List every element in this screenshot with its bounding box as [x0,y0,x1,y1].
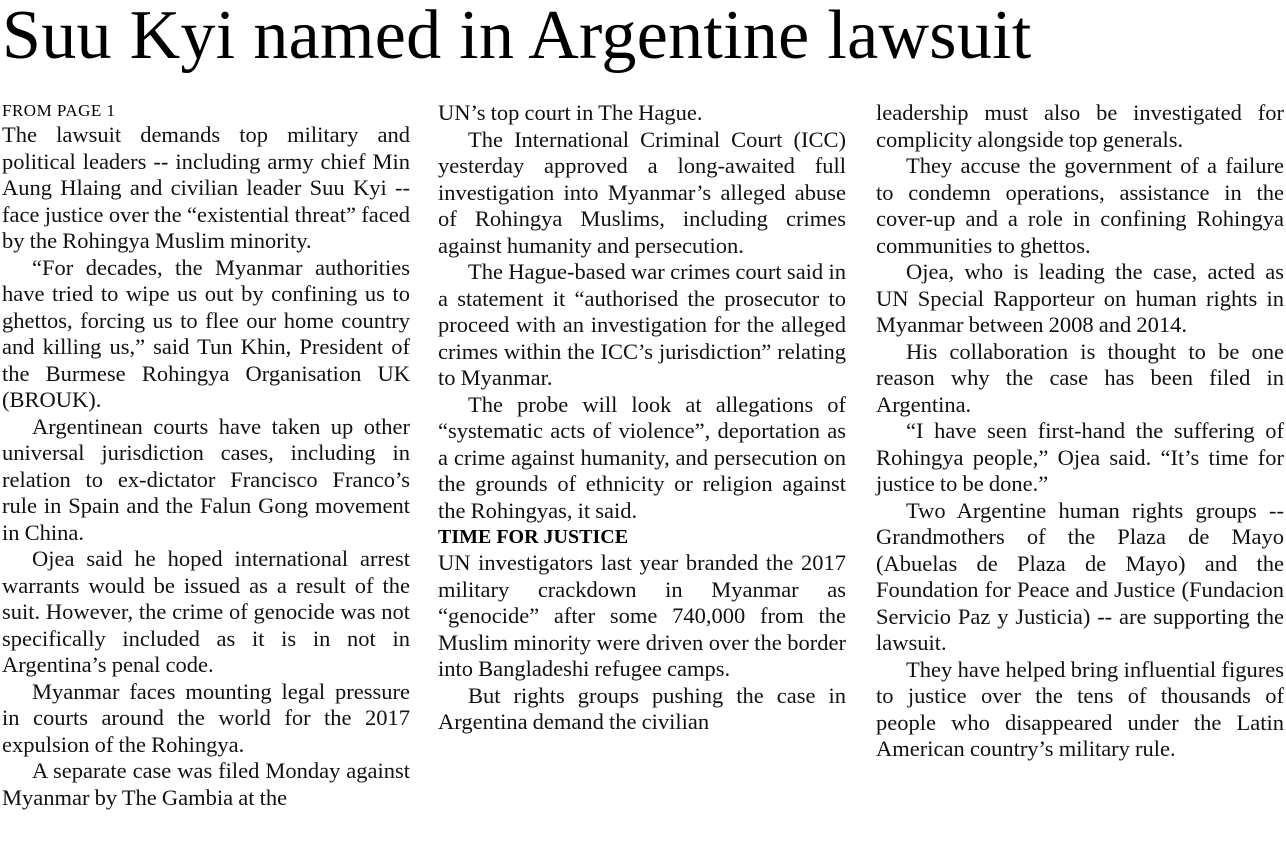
article-paragraph: Ojea, who is leading the case, acted as UN Special Rapporteur on human rights in Myanmar between 2008 and 2014. [876,259,1284,337]
article-paragraph: Ojea said he hoped international arrest warrants would be issued as a result of the suit. However, the crime of genocide was not specifically included as it is in not in Argentina’s penal code. [2,546,410,677]
article-paragraph-continued: leadership must also be investigated for complicity alongside top generals. [876,100,1284,152]
section-subhead: TIME FOR JUSTICE [438,526,629,548]
article-paragraph: The probe will look at allegations of “systematic acts of violence”, deportation as a crime against humanity, and persecution on the grounds of ethnicity or religion against the Rohingyas, it said. [438,391,846,523]
article-paragraph: They accuse the government of a failure to condemn operations, assistance in the cover-up and a role in confining Rohingya communities to ghettos. [876,153,1284,258]
headline: Suu Kyi named in Argentine lawsuit [2,0,1032,74]
article-paragraph: “For decades, the Myanmar authorities have tried to wipe us out by confining us to ghettos, forcing us to flee our home country and killing us,” said Tun Khin, President of the Burmese Rohingya Organisation UK (BROUK). [2,254,410,412]
article-column-1 [2,100,410,811]
article-paragraph: “I have seen first-hand the suffering of Rohingya people,” Ojea said. “It’s time for justice to be done.” [876,418,1284,496]
article-paragraph: The Hague-based war crimes court said in a statement it “authorised the prosecutor to proceed with an investigation for the alleged crimes within the ICC’s jurisdiction” relating to Myanmar. [438,259,846,390]
article-paragraph: UN investigators last year branded the 2017 military crackdown in Myanmar as “genocide” after some 740,000 from the Muslim minority were driven over the border into Bangladeshi refugee camps. [438,550,846,681]
page-jump-label: FROM PAGE 1 [2,101,116,120]
article-paragraph: Two Argentine human rights groups -- Grandmothers of the Plaza de Mayo (Abuelas de Plaza de Mayo) and the Foundation for Peace and Justice (Fundacion Servicio Paz y Justicia) -- are supporting the lawsuit. [876,497,1284,655]
article-paragraph: Argentinean courts have taken up other universal jurisdiction cases, including in relation to ex-dictator Francisco Franco’s rule in Spain and the Falun Gong movement in China. [2,413,410,545]
article-column-2 [438,100,846,736]
article-paragraph: The International Criminal Court (ICC) yesterday approved a long-awaited full investigation into Myanmar’s alleged abuse of Rohingya Muslims, including crimes against humanity and persecution. [438,126,846,258]
article-paragraph: But rights groups pushing the case in Argentina demand the civilian [438,682,846,734]
article-paragraph: A separate case was filed Monday against Myanmar by The Gambia at the [2,758,410,810]
article-column-3 [876,100,1284,763]
article-paragraph: Myanmar faces mounting legal pressure in courts around the world for the 2017 expulsion of the Rohingya. [2,678,410,757]
article-paragraph: His collaboration is thought to be one reason why the case has been filed in Argentina. [876,338,1284,417]
article-paragraph: The lawsuit demands top military and political leaders -- including army chief Min Aung Hlaing and civilian leader Suu Kyi -- face justice over the “existential threat” faced by the Rohingya Muslim minority. [2,122,410,253]
article-paragraph-continued: UN’s top court in The Hague. [438,100,703,125]
article-paragraph: They have helped bring influential figures to justice over the tens of thousands of people who disappeared under the Latin American country’s military rule. [876,656,1284,761]
